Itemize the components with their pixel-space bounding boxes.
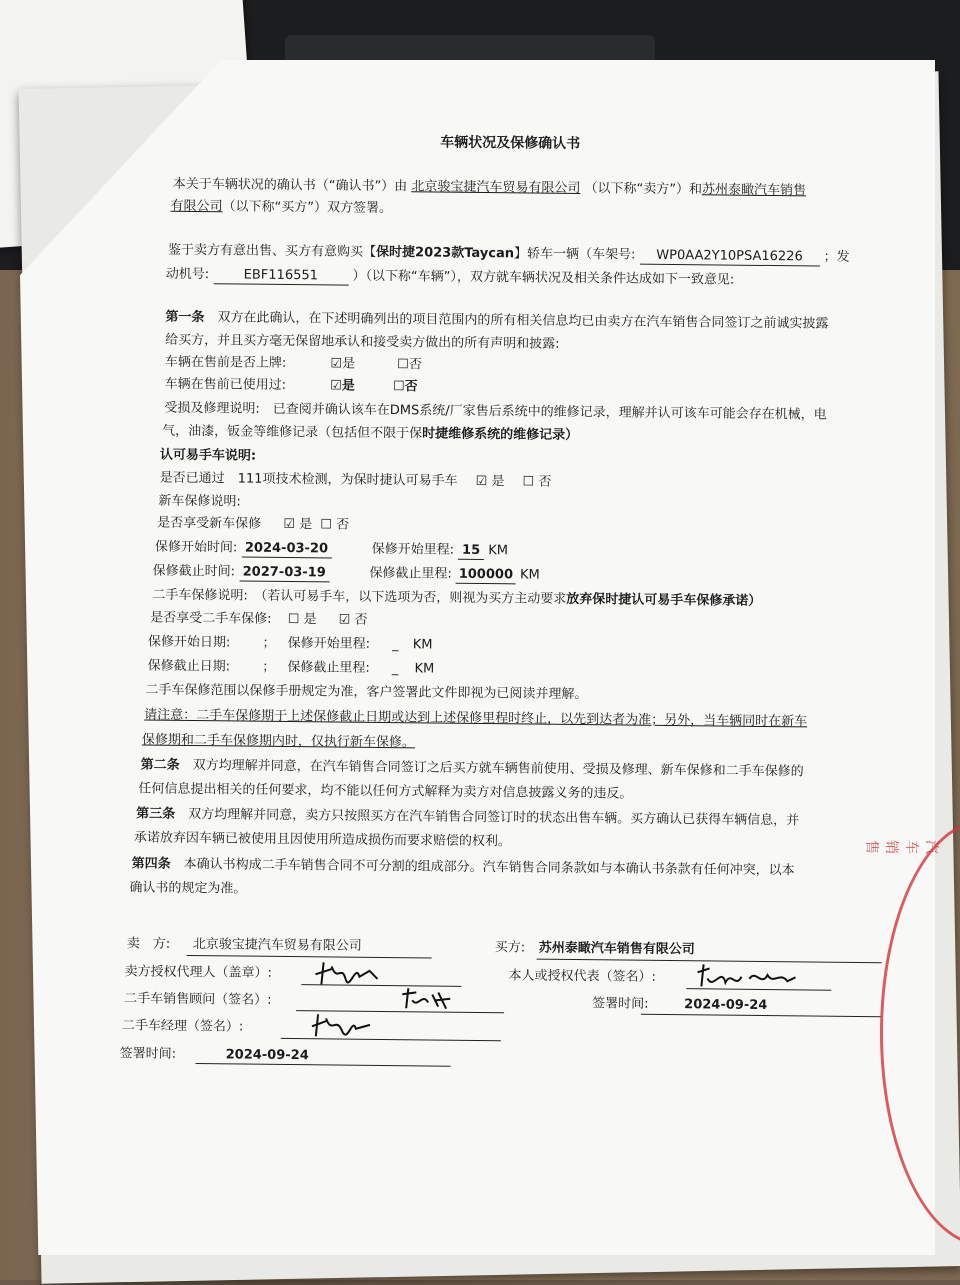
article-2-line-1 [141,757,804,780]
article-4-line-1 [132,856,795,879]
checkbox-empty-icon[interactable]: ☐ [320,517,333,533]
used-end-unit: KM [414,661,435,677]
seller-name: 北京骏宝捷汽车贸易有限公司 [411,179,581,197]
article-1-text-1: 双方在此确认，在下述明确列出的项目范围内的所有相关信息均已由卖方在汽车销售合同签订之前诚实披露 [217,310,829,332]
seller-underline [187,955,432,959]
article-2-text-1: 双方均理解并同意，在汽车销售合同签订之后买方就车辆售前使用、受损及修理、新车保修和二手车保修的 [192,757,804,780]
buyer-sign-date: 2024-09-24 [684,997,768,1014]
used-yes: 是 [341,378,355,394]
checkbox-empty-icon[interactable]: ☐ [392,379,405,395]
plated-yes: 是 [341,356,356,372]
new-warranty-heading: 新车保修说明: [158,493,241,510]
intro-line-2 [170,199,392,217]
blank-dash: _ [392,637,399,653]
cpo-heading: 认可易手车说明: [159,447,257,464]
engine-number: EBF116551 [213,267,348,285]
cpo-question [160,471,552,491]
damage-text-1: 受损及修理说明: 已查阅并确认该车在DMS系统/厂家售后系统中的维修记录，理解并认可该车可能会存在机械，电 [164,400,827,423]
article-1-line-1 [165,310,828,333]
article-1-text-2: 给买方，并且买方毫无保留地承认和接受卖方做出的所有声明和披露: [165,332,560,352]
intro-text-c: （以下称“买方”）双方签署。 [222,199,393,217]
used-start-date-label: 保修开始日期: [147,634,231,651]
end-mileage-value: 100000 [456,567,516,585]
article-4-text-1: 本确认书构成二手车销售合同不可分割的组成部分。汽车销售合同条款如与本确认书条款有任何冲突，以本 [183,856,795,879]
cpo-question-text: 是否已通过 111项技术检测，为保时捷认可易手车 [159,470,458,489]
new-warranty-yes: 是 [299,517,313,533]
article-3-label: 第三条 [136,806,176,822]
used-warranty-heading-bold: 放弃保时捷认可易手车保修承诺） [566,591,762,609]
agent-signature [311,956,381,989]
used-warranty-heading [152,588,761,610]
checkbox-checked-icon[interactable]: ☑ [330,356,343,372]
separator: ； [262,659,276,675]
used-start-row [148,635,433,654]
buyer-label: 买方: [494,940,526,956]
used-warranty-scope: 二手车保修范围以保修手册规定为准，客户签署此文件即视为已阅读并理解。 [145,682,588,703]
used-end-mileage-label: 保修截止里程: [287,659,370,676]
checkbox-empty-icon[interactable]: ☐ [397,357,409,373]
checkbox-checked-icon[interactable]: ☑ [330,378,342,394]
used-end-date-label: 保修截止日期: [147,658,231,675]
seller-signature-name: 北京骏宝捷汽车贸易有限公司 [192,937,362,954]
intro-line-1 [173,177,806,200]
warranty-start-row [155,540,508,561]
warranty-end-row [153,564,540,585]
vehicle-model: 保时捷2023款Taycan [375,244,515,262]
separator: ； [262,635,276,651]
article-3-text-1: 双方均理解并同意，卖方只按照买方在汽车销售合同签订时的状态出售车辆。买方确认已获得车辆信息，并 [188,806,800,829]
article-3-line-1 [136,806,799,829]
vehicle-text-c: ；发 [823,249,850,265]
checkbox-checked-icon[interactable]: ☑ [475,473,488,490]
vehicle-text-d: ）（以下称“车辆”），双方就车辆状况及相关条件达成如下一致意见: [352,268,735,288]
warranty-note-1: 请注意：二手车保修期于上述保修截止日期或达到上述保修里程时终止，以先到达者为准；另外，当车辆同时在新车 [144,707,808,730]
used-warranty-question-text: 是否享受二手车保修: [150,610,272,627]
agent-label: 卖方授权代理人（盖章）: [124,964,272,981]
used-end-row [148,659,435,678]
used-warranty-no: 否 [354,612,368,628]
used-start-unit: KM [412,637,433,653]
engine-label: 动机号: [165,266,210,283]
blank-dash: _ [391,661,399,677]
used-warranty-question [150,611,367,629]
vehicle-text-b: 】轿车一辆（车架号: [513,246,636,263]
checkbox-checked-icon[interactable]: ☑ [338,612,351,628]
manager-signature [308,1010,372,1041]
manager-label: 二手车经理（签名）: [121,1018,244,1035]
start-mileage-unit: KM [488,543,509,559]
advisor-signature [398,984,454,1013]
seller-date-underline [196,1063,451,1067]
used-label: 车辆在售前已使用过: [164,376,287,393]
used-warranty-yes: 是 [303,612,317,628]
article-2-label: 第二条 [140,757,180,773]
checkbox-empty-icon[interactable]: ☐ [287,611,300,628]
seal-text: 汽车销售 [863,840,939,854]
intro-text-b: （以下称“卖方”）和 [584,181,703,198]
article-1-label: 第一条 [165,309,205,326]
buyer-signature-name: 苏州泰瞰汽车销售有限公司 [538,940,695,958]
vehicle-line-2 [166,267,735,290]
checkbox-empty-icon[interactable]: ☐ [522,474,535,490]
vehicle-text-a: 鉴于卖方有意出售、买方有意购买【 [167,242,377,260]
new-warranty-no: 否 [336,517,350,533]
buyer-name-part1: 苏州泰瞰汽车销售 [701,182,807,199]
document-title: 车辆状况及保修确认书 [440,134,581,153]
damage-text-2 [162,424,578,444]
new-warranty-question-text: 是否享受新车保修 [157,515,262,532]
advisor-label: 二手车销售顾问（签名）: [124,991,272,1008]
seller-sign-time-label: 签署时间: [119,1046,177,1062]
article-4-label: 第四条 [131,856,171,872]
cpo-no: 否 [538,474,552,490]
end-mileage-label: 保修截止里程: [369,565,452,582]
used-question [165,377,418,396]
end-date-label: 保修截止时间: [152,563,236,580]
warranty-note-2: 保修期和二手车保修期内时，仅执行新车保修。 [141,732,416,751]
seller-label: 卖 方: [126,936,171,952]
start-mileage-label: 保修开始里程: [371,541,455,558]
damage-text-2a: 气，油漆，钣金等维修记录（包括但不限于保 [162,423,423,442]
used-start-mileage-label: 保修开始里程: [287,635,371,652]
article-2-text-2: 任何信息提出相关的任何要求，均不能以任何方式解释为卖方对信息披露义务的违反。 [138,781,633,802]
start-mileage-value: 15 [458,543,484,560]
plated-question [165,355,422,374]
used-warranty-heading-text: 二手车保修说明: （若认可易手车，以下选项为否，则视为买方主动要求 [152,587,567,607]
new-warranty-question [157,516,349,534]
rep-label: 本人或授权代表（签名）: [508,968,656,985]
buyer-sign-time-label: 签署时间: [592,996,649,1012]
article-3-text-2: 承诺放弃因车辆已被使用且因使用所造成损伤而要求赔偿的权利。 [133,830,511,850]
used-no: 否 [404,379,418,395]
vin-number: WP0AA2Y10PSA16226 [639,248,819,267]
plated-label: 车辆在售前是否上牌: [164,354,287,371]
start-date-value: 2024-03-20 [241,540,331,558]
checkbox-checked-icon[interactable]: ☑ [283,516,296,533]
cpo-yes: 是 [491,474,505,490]
vehicle-line-1 [168,243,850,267]
buyer-name-part2: 有限公司 [170,198,223,215]
start-date-label: 保修开始时间: [154,539,238,556]
plated-no: 否 [408,357,422,373]
buyer-rep-signature [691,960,801,995]
end-mileage-unit: KM [519,567,540,583]
buyer-date-underline [641,1014,881,1018]
seller-sign-date: 2024-09-24 [225,1047,309,1064]
article-4-text-2: 确认书的规定为准。 [129,880,247,897]
intro-text-a: 本关于车辆状况的确认书（“确认书”）由 [172,176,408,195]
end-date-value: 2027-03-19 [239,564,329,582]
damage-text-2b: 时捷维修系统的维修记录） [422,426,579,444]
